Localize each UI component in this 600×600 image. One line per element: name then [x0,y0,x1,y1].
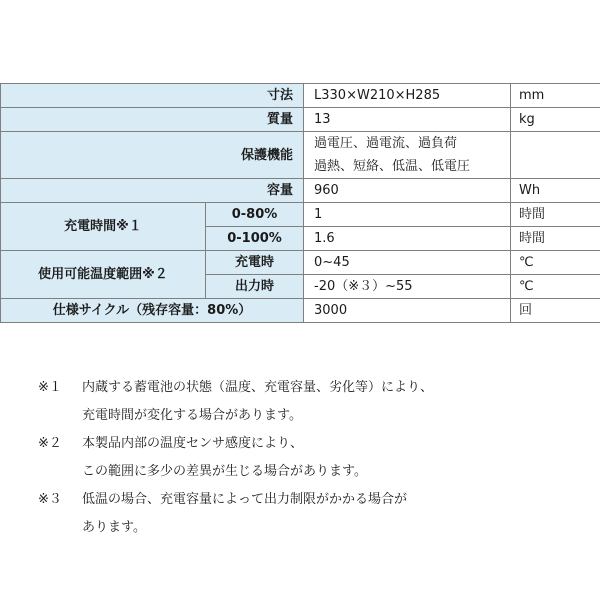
capacity-value: 960 [304,179,511,203]
footnote-1-line1: 内蔵する蓄電池の状態（温度、充電容量、劣化等）により、 [82,380,434,395]
footnote-1-mark: ※１ [38,380,62,395]
row-charge-80 [1,203,600,227]
row-weight [1,108,600,132]
row-cycle [1,299,600,323]
temp-range-label: 使用可能温度範囲※２ [1,251,206,299]
footnote-3-mark: ※３ [38,492,62,507]
footnote-3-line1: 低温の場合、充電容量によって出力制限がかかる場合が [82,492,408,507]
charge-time-label: 充電時間※１ [1,203,206,251]
charge-80-value: 1 [304,203,511,227]
footnote-1-text [82,374,433,430]
cycle-value: 3000 [304,299,511,323]
cycle-unit: 回 [511,299,600,323]
capacity-unit: Wh [511,179,600,203]
temp-charge-value: 0~45 [304,251,511,275]
footnote-2 [38,430,578,486]
protection-value [304,132,511,179]
charge-100-label: 0-100% [206,227,304,251]
footnote-3 [38,486,578,542]
spec-table [0,83,600,323]
charge-80-unit: 時間 [511,203,600,227]
footnote-3-text [82,486,407,542]
capacity-label: 容量 [1,179,304,203]
temp-charge-label: 充電時 [206,251,304,275]
protection-value-line1: 過電圧、過電流、過負荷 [314,136,458,151]
temp-output-label: 出力時 [206,275,304,299]
row-dimensions [1,84,600,108]
dimensions-unit: mm [511,84,600,108]
weight-value: 13 [304,108,511,132]
temp-output-value: -20（※３）~55 [304,275,511,299]
temp-charge-unit: ℃ [511,251,600,275]
row-capacity [1,179,600,203]
dimensions-value: L330×W210×H285 [304,84,511,108]
footnotes [38,374,578,542]
footnote-3-line2: あります。 [82,520,146,535]
charge-100-value: 1.6 [304,227,511,251]
footnote-2-line1: 本製品内部の温度センサ感度により、 [82,436,304,451]
row-protection [1,132,600,179]
footnote-2-text [82,430,367,486]
protection-value-line2: 過熱、短絡、低温、低電圧 [314,159,471,174]
footnote-1 [38,374,578,430]
weight-label: 質量 [1,108,304,132]
footnote-2-mark: ※２ [38,436,62,451]
row-temp-charge [1,251,600,275]
cycle-label: 仕様サイクル（残存容量：80%） [1,299,304,323]
protection-label: 保護機能 [1,132,304,179]
dimensions-label: 寸法 [1,84,304,108]
charge-100-unit: 時間 [511,227,600,251]
charge-80-label: 0-80% [206,203,304,227]
footnote-1-line2: 充電時間が変化する場合があります。 [82,408,302,423]
weight-unit: kg [511,108,600,132]
protection-unit [511,132,600,179]
temp-output-unit: ℃ [511,275,600,299]
footnote-2-line2: この範囲に多少の差異が生じる場合があります。 [82,464,367,479]
